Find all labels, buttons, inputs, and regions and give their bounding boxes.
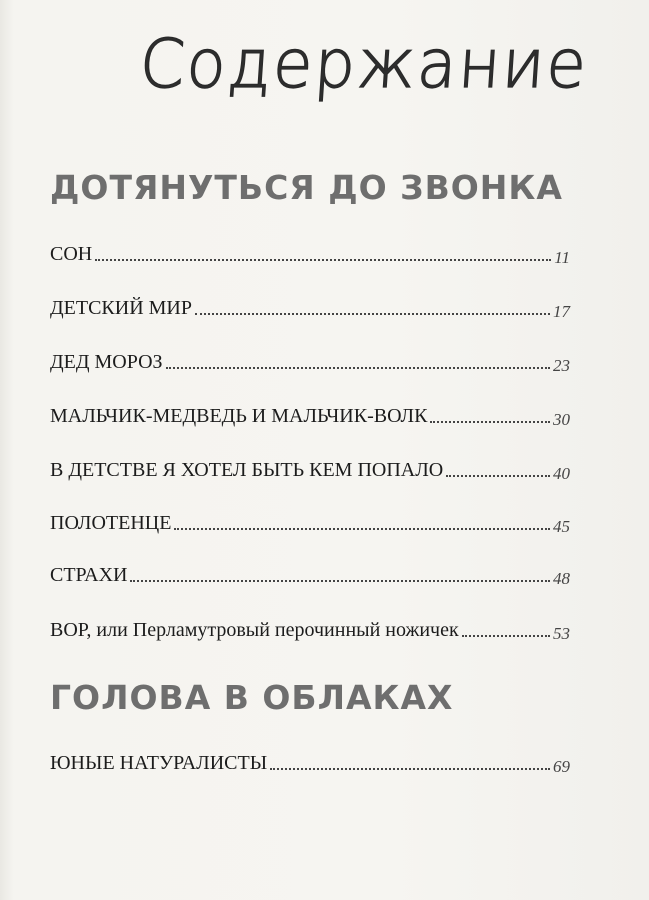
toc-entry <box>50 344 570 374</box>
toc-entry <box>50 452 570 482</box>
toc-entry-page: 11 <box>554 248 570 267</box>
toc-entry-label: ДЕД МОРОЗ <box>50 351 163 373</box>
toc-entry <box>50 236 570 266</box>
toc-entry-label: СОН <box>50 243 93 265</box>
toc-entry <box>50 557 570 587</box>
toc-entry <box>50 398 570 428</box>
toc-entry-page: 45 <box>553 517 570 536</box>
toc-entry-label: ВОР, или Перламутровый перочинный ножичек <box>50 619 459 641</box>
toc-entry-page: 53 <box>553 624 570 643</box>
dot-leader <box>95 259 551 261</box>
dot-leader <box>195 313 550 315</box>
toc-entry-label: ДЕТСКИЙ МИР <box>50 297 192 319</box>
dot-leader <box>174 528 550 530</box>
dot-leader <box>130 580 550 582</box>
dot-leader <box>270 768 550 770</box>
toc-entry-label: В ДЕТСТВЕ Я ХОТЕЛ БЫТЬ КЕМ ПОПАЛО <box>50 459 444 481</box>
toc-entry-label: ЮНЫЕ НАТУРАЛИСТЫ <box>50 752 268 774</box>
page-title: Содержание <box>137 26 591 104</box>
dot-leader <box>430 421 550 423</box>
section-title: ДОТЯНУТЬСЯ ДО ЗВОНКА <box>50 168 563 207</box>
dot-leader <box>462 635 550 637</box>
toc-entry-page: 30 <box>553 410 570 429</box>
toc-entry <box>50 290 570 320</box>
dot-leader <box>166 367 550 369</box>
toc-entry-label: СТРАХИ <box>50 564 128 586</box>
toc-entry-page: 17 <box>553 302 570 321</box>
toc-entry-label: МАЛЬЧИК-МЕДВЕДЬ И МАЛЬЧИК-ВОЛК <box>50 405 428 427</box>
toc-entry-page: 23 <box>553 356 570 375</box>
toc-entry-page: 69 <box>553 757 570 776</box>
toc-entry <box>50 612 570 642</box>
toc-entry-label: ПОЛОТЕНЦЕ <box>50 512 172 534</box>
section-title: ГОЛОВА В ОБЛАКАХ <box>50 678 454 717</box>
dot-leader <box>446 475 550 477</box>
toc-entry-page: 40 <box>553 464 570 483</box>
toc-entry-page: 48 <box>553 569 570 588</box>
toc-entry <box>50 505 570 535</box>
toc-entry <box>50 745 570 775</box>
